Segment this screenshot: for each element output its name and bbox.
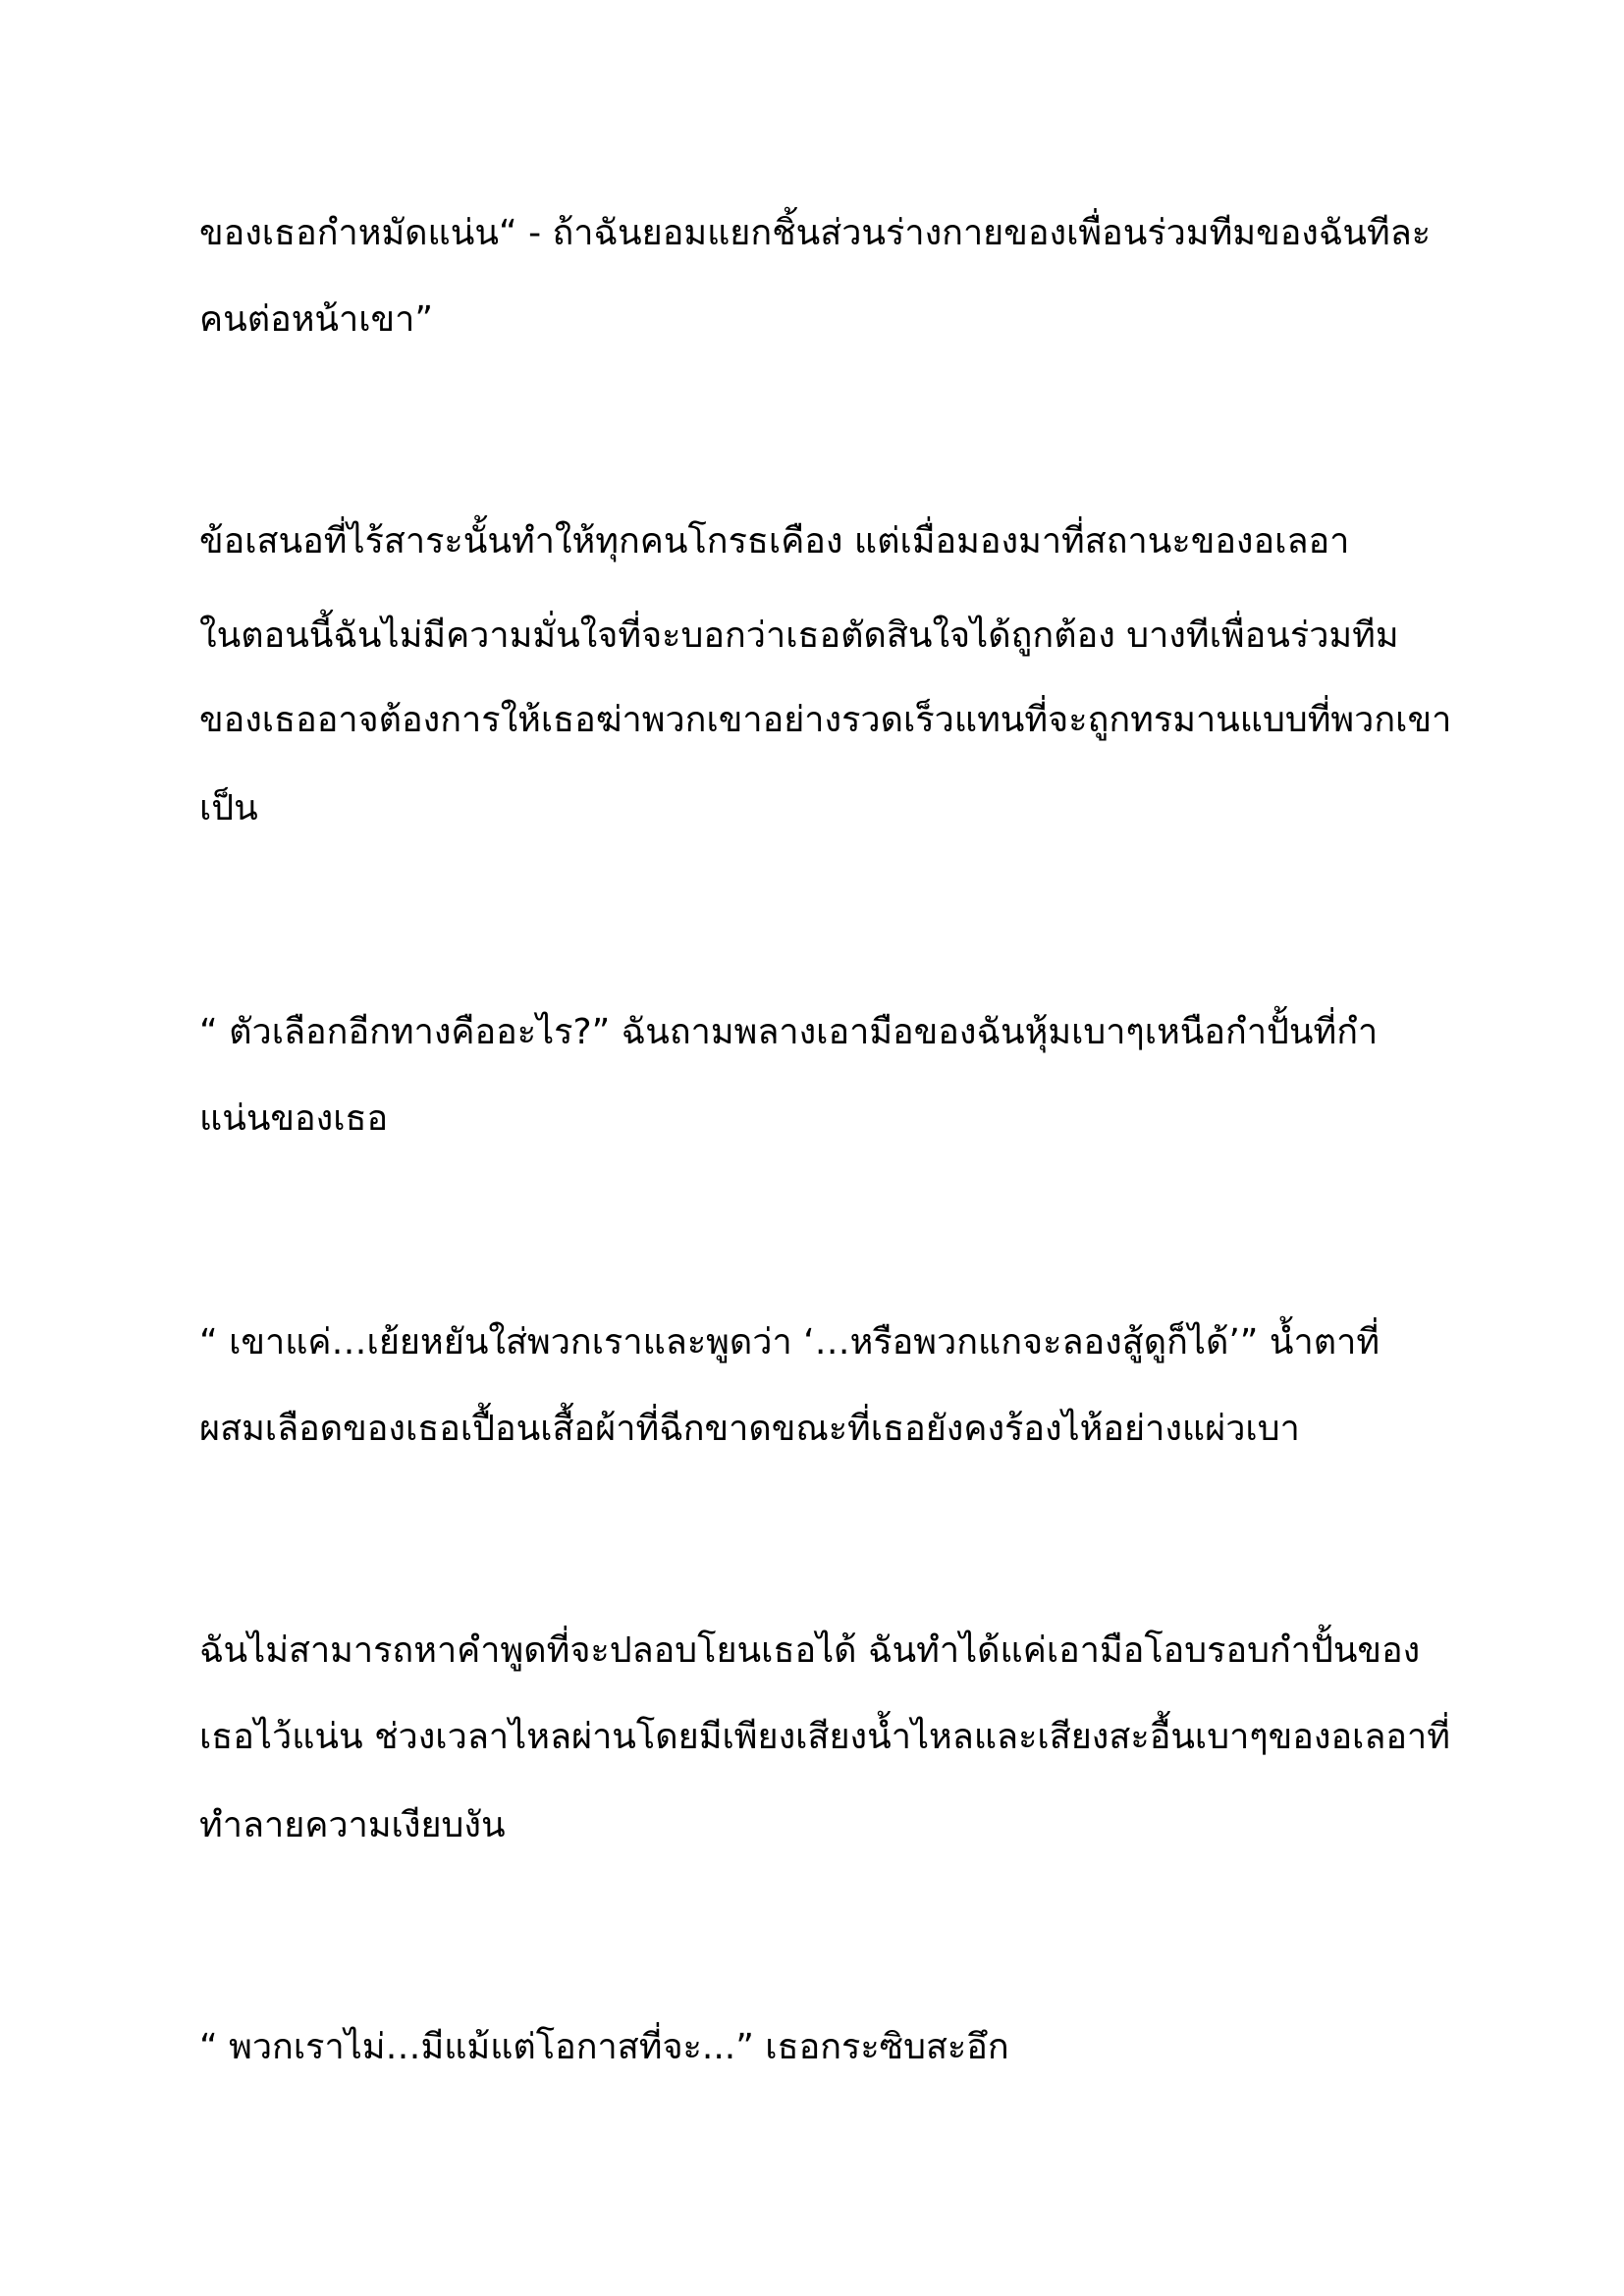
paragraph-4-line-2: ผสมเลือดของเธอเปื้อนเสื้อผ้าที่ฉีกขาดขณะที่เธอยังคงร้องไห้อย่างแผ่วเบา bbox=[199, 1409, 1300, 1449]
paragraph-5-line-3: ทำลายความเงียบงัน bbox=[199, 1805, 506, 1845]
paragraph-2-line-3: ของเธออาจต้องการให้เธอฆ่าพวกเขาอย่างรวดเร็วแทนที่จะถูกทรมานแบบที่พวกเขา bbox=[199, 700, 1452, 740]
paragraph-2-line-4: เป็น bbox=[199, 788, 258, 828]
paragraph-5-line-2: เธอไว้แน่น ช่วงเวลาไหลผ่านโดยมีเพียงเสียงน้ำไหลและเสียงสะอื้นเบาๆของอเลอาที่ bbox=[199, 1717, 1450, 1757]
paragraph-2-line-1: ข้อเสนอที่ไร้สาระนั้นทำให้ทุกคนโกรธเคือง แต่เมื่อมองมาที่สถานะของอเลอา bbox=[199, 521, 1350, 561]
paragraph-4-line-1: “ เขาแค่…เย้ยหยันใส่พวกเราและพูดว่า ‘…หรือพวกแกจะลองสู้ดูก็ได้’” น้ำตาที่ bbox=[199, 1322, 1380, 1362]
paragraph-1-line-2: คนต่อหน้าเขา” bbox=[199, 299, 434, 340]
paragraph-2-line-2: ในตอนนี้ฉันไม่มีความมั่นใจที่จะบอกว่าเธอตัดสินใจได้ถูกต้อง บางทีเพื่อนร่วมทีม bbox=[199, 615, 1399, 656]
paragraph-5-line-1: ฉันไม่สามารถหาคำพูดที่จะปลอบโยนเธอได้ ฉันทำได้แค่เอามือโอบรอบกำปั้นของ bbox=[199, 1630, 1421, 1671]
paragraph-1-line-1: ของเธอกำหมัดแน่น“ - ถ้าฉันยอมแยกชิ้นส่วนร่างกายของเพื่อนร่วมทีมของฉันทีละ bbox=[199, 213, 1432, 253]
paragraph-6-line-1: “ พวกเราไม่…มีแม้แต่โอกาสที่จะ...” เธอกระซิบสะอึก bbox=[199, 2027, 1009, 2067]
paragraph-3-line-1: “ ตัวเลือกอีกทางคืออะไร?” ฉันถามพลางเอามือของฉันหุ้มเบาๆเหนือกำปั้นที่กำ bbox=[199, 1012, 1379, 1052]
paragraph-3-line-2: แน่นของเธอ bbox=[199, 1098, 389, 1139]
